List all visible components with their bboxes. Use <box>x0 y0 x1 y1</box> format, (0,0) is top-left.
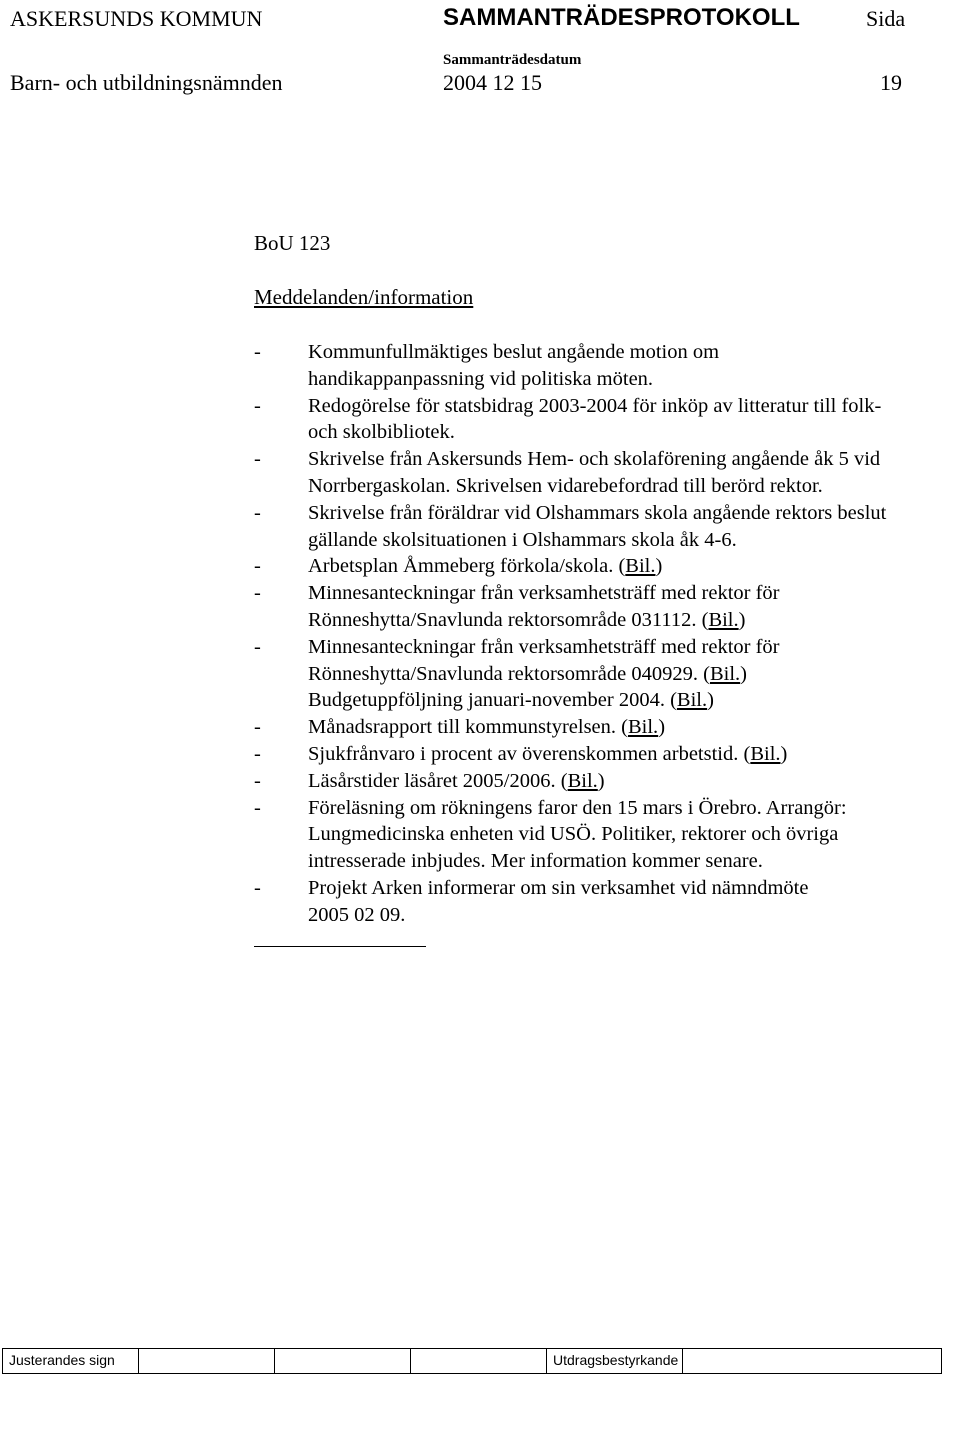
list-item-text: Föreläsning om rökningens faror den 15 mars i Örebro. Arrangör: Lungmedicinska enheten vid USÖ. Politiker, rektorer och övriga intresserade inbjudes. Mer information kommer senare. <box>308 796 847 873</box>
list-item-text: Kommunfullmäktiges beslut angående motion om handikappanpassning vid politiska möten. <box>308 341 720 390</box>
list-dash: - <box>254 769 261 792</box>
list-item <box>254 500 954 554</box>
list-item-text: Månadsrapport till kommunstyrelsen. (Bil.) <box>308 716 666 739</box>
list-item <box>254 687 954 714</box>
list-item-text: Budgetuppföljning januari-november 2004. (Bil.) <box>308 689 714 712</box>
extract-cell <box>547 1349 683 1373</box>
list-item <box>254 393 954 447</box>
page-label: Sida <box>866 6 906 31</box>
list-item <box>254 795 954 875</box>
list-dash: - <box>254 716 261 739</box>
list-dash <box>254 687 308 714</box>
paragraph-number: BoU 123 <box>254 231 331 255</box>
signature-cell <box>139 1349 275 1373</box>
list-item <box>254 553 954 580</box>
date-label: Sammanträdesdatum <box>443 52 582 68</box>
footer-signature-table <box>2 1348 942 1374</box>
list-item-text: Minnesanteckningar från verksamhetsträff med rektor för Rönneshytta/Snavlunda rektorsområde 031112. (Bil.) <box>308 582 780 631</box>
board-name: Barn- och utbildningsnämnden <box>10 70 283 95</box>
list-item-text: Arbetsplan Åmmeberg förkola/skola. (Bil.) <box>308 555 663 578</box>
list-dash: - <box>254 742 261 765</box>
list-item <box>254 714 954 741</box>
signature-cell <box>3 1349 139 1373</box>
list-dash: - <box>254 394 261 417</box>
list-item-text: Redogörelse för statsbidrag 2003-2004 för inköp av litteratur till folk- och skolbibliotek. <box>308 394 882 444</box>
list-item-text: Minnesanteckningar från verksamhetsträff med rektor för Rönneshytta/Snavlunda rektorsområde 040929. (Bil.) <box>308 635 780 685</box>
list-item <box>254 634 954 688</box>
attachment-reference: Bil. <box>625 555 656 578</box>
signature-cell <box>411 1349 547 1373</box>
organization-name: ASKERSUNDS KOMMUN <box>10 6 263 31</box>
list-item <box>254 339 954 393</box>
extract-label: Utdragsbestyrkande <box>553 1352 679 1368</box>
list-dash: - <box>254 796 261 819</box>
page-number: 19 <box>880 70 902 95</box>
list-dash: - <box>254 341 261 363</box>
meeting-date: 2004 12 15 <box>443 70 542 95</box>
signature-cell <box>275 1349 411 1373</box>
list-dash: - <box>254 635 261 658</box>
list-item <box>254 741 954 768</box>
list-dash: - <box>254 876 261 899</box>
list-dash: - <box>254 448 261 471</box>
information-list <box>254 339 954 929</box>
section-heading: Meddelanden/information <box>254 285 474 309</box>
attachment-reference: Bil. <box>567 769 598 792</box>
list-dash: - <box>254 555 261 578</box>
attachment-reference: Bil. <box>708 608 739 631</box>
list-item-text: Sjukfrånvaro i procent av överenskommen arbetstid. (Bil.) <box>308 742 788 765</box>
list-item <box>254 446 954 500</box>
extract-cell <box>683 1349 941 1373</box>
attachment-reference: Bil. <box>627 716 659 739</box>
list-dash: - <box>254 582 261 605</box>
list-dash: - <box>254 501 261 524</box>
list-item <box>254 768 954 795</box>
document-type: SAMMANTRÄDESPROTOKOLL <box>443 4 800 31</box>
list-item-text: Läsårstider läsåret 2005/2006. (Bil.) <box>308 769 605 792</box>
signature-label: Justerandes sign <box>9 1352 115 1368</box>
list-item <box>254 875 954 929</box>
list-item-text: Skrivelse från Askersunds Hem- och skolaförening angående åk 5 vid Norrbergaskolan. Skrivelsen vidarebefordrad till berörd rektor. <box>308 448 881 497</box>
end-divider <box>254 946 426 947</box>
attachment-reference: Bil. <box>709 662 741 685</box>
attachment-reference: Bil. <box>676 689 708 712</box>
list-item-text: Projekt Arken informerar om sin verksamhet vid nämndmöte 2005 02 09. <box>308 876 809 926</box>
list-item <box>254 580 954 634</box>
list-item-text: Skrivelse från föräldrar vid Olshammars skola angående rektors beslut gällande skolsituationen i Olshammars skola åk 4-6. <box>308 501 887 551</box>
attachment-reference: Bil. <box>750 742 781 765</box>
